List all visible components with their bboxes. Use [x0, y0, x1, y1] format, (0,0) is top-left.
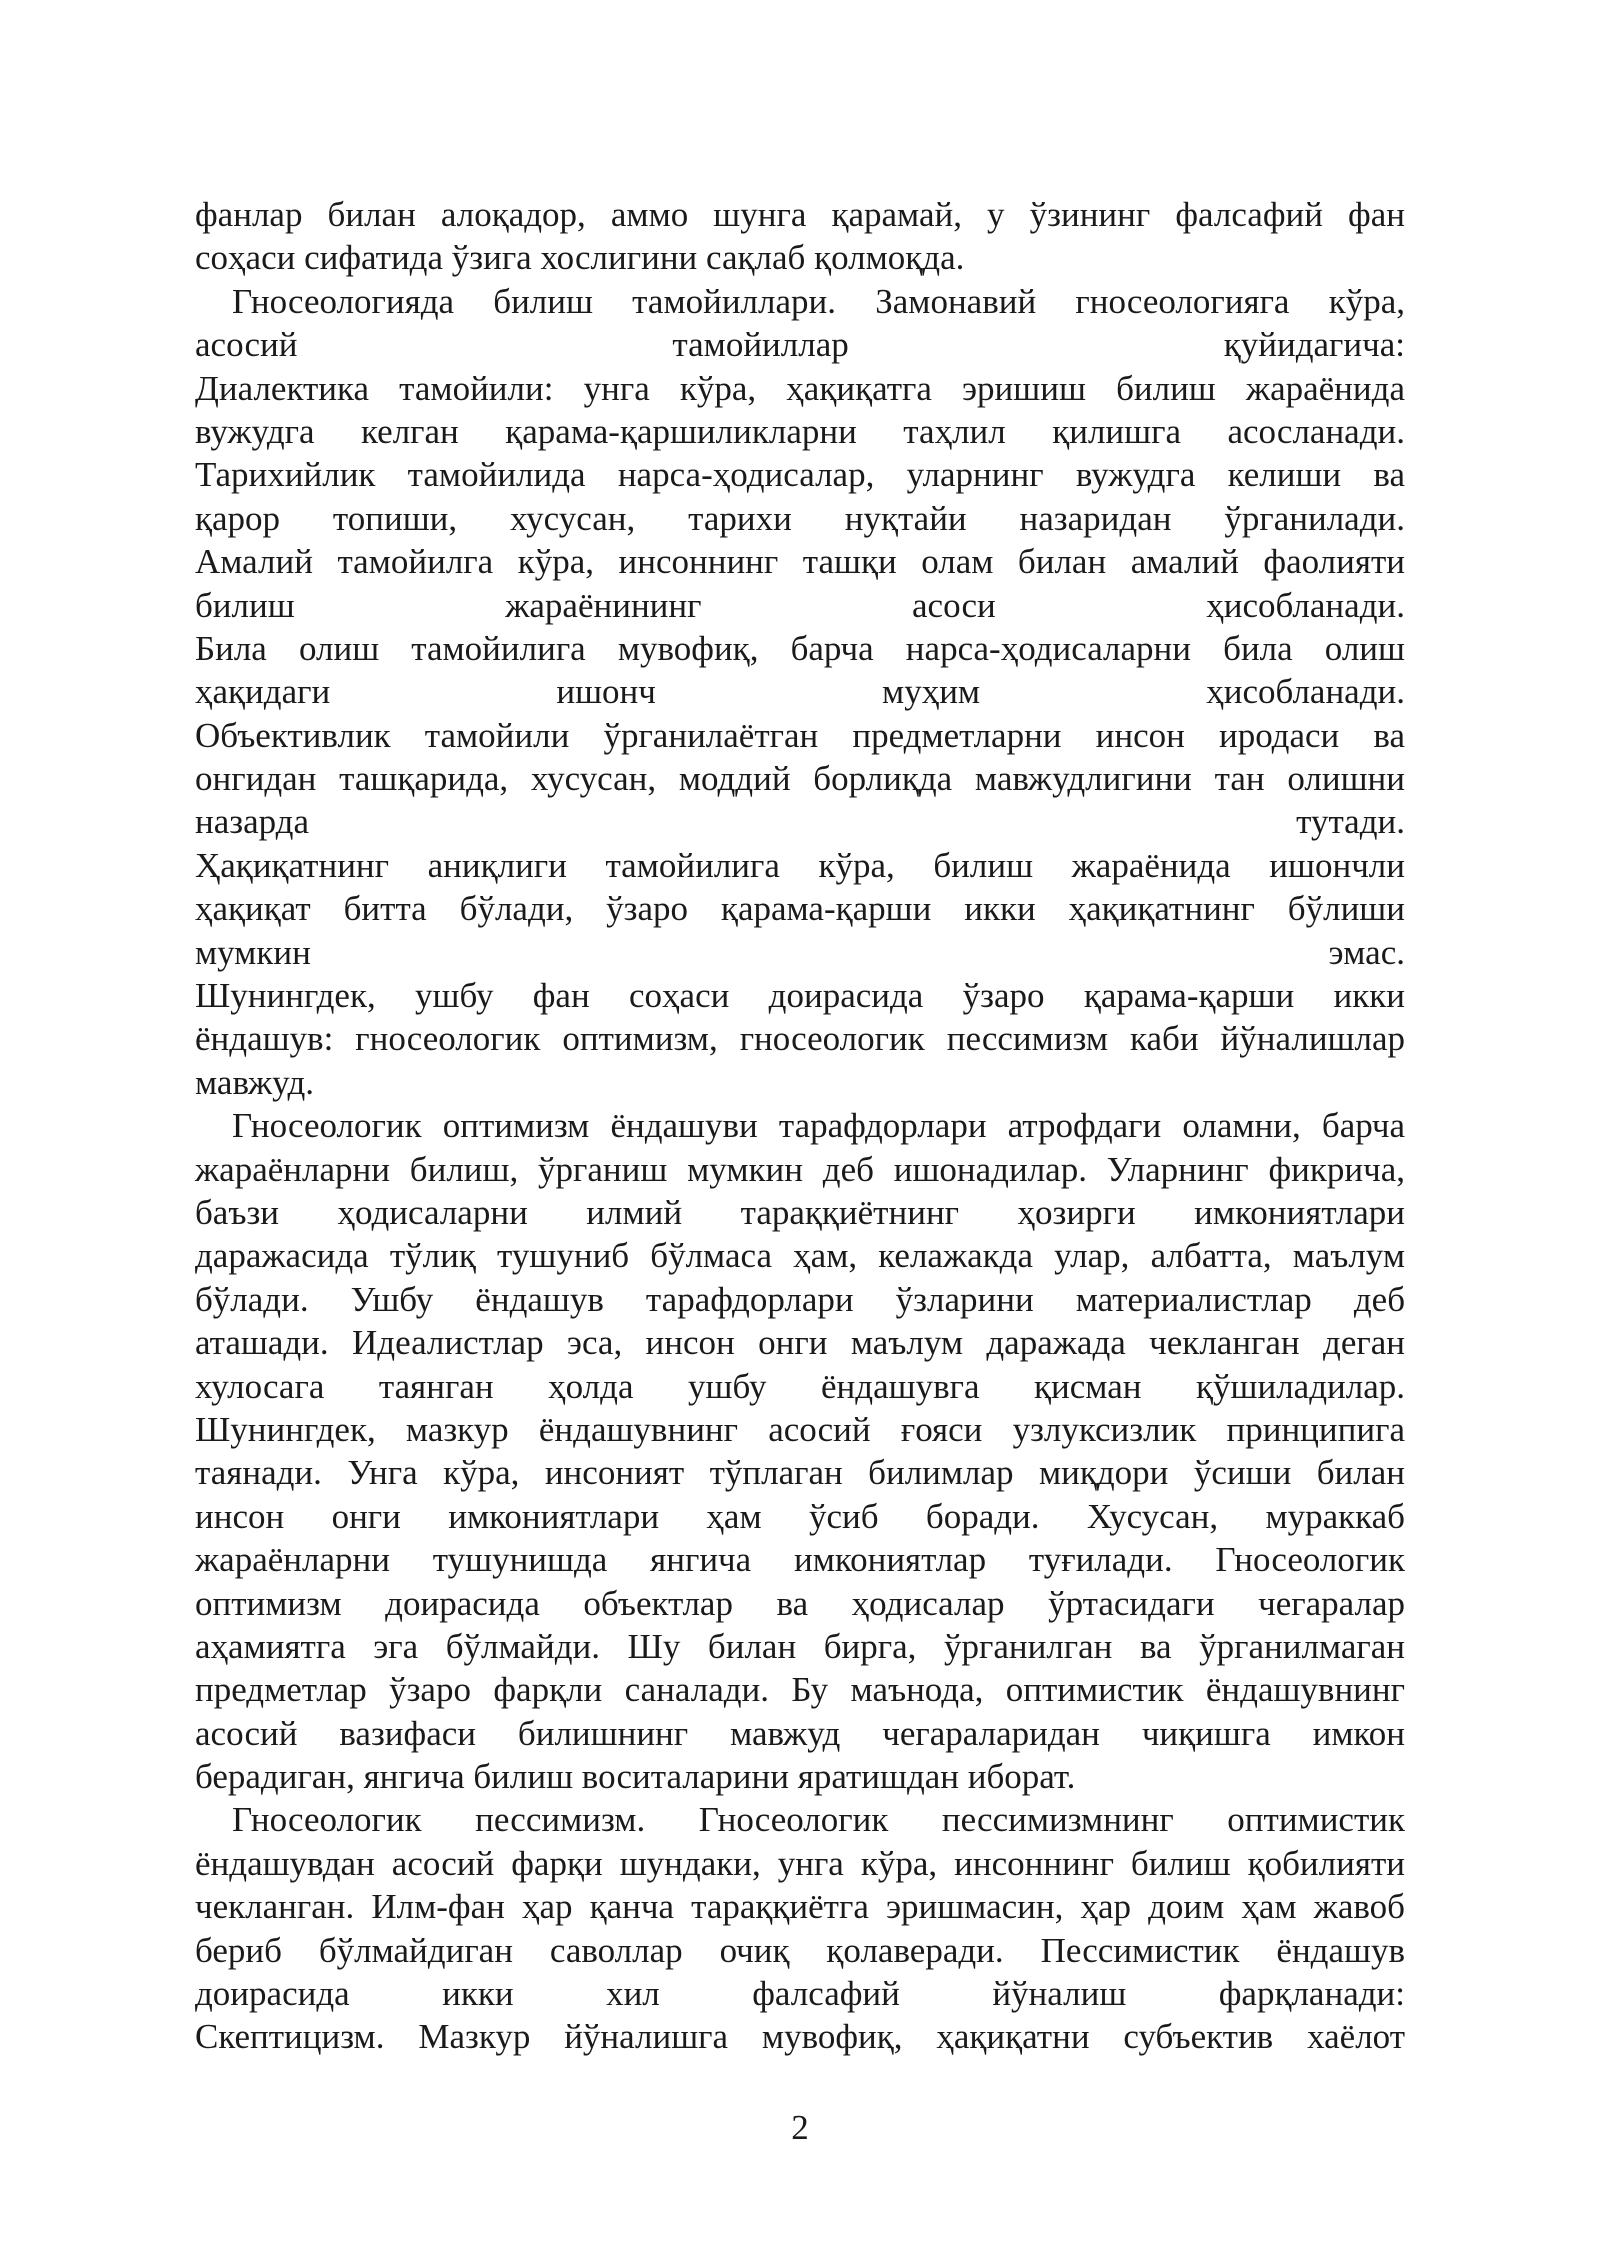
text-line: Диалектика тамойили: унга кўра, ҳақиқатга эришиш билиш жараёнида [195, 368, 1405, 408]
text-line: аҳамиятга эга бўлмайди. Шу билан бирга, ўрганилган ва ўрганилмаган [195, 1626, 1405, 1666]
text-line: асосий тамойиллар қуйидагича: [195, 325, 1405, 365]
text-line: жараёнларни билиш, ўрганиш мумкин деб ишонадилар. Уларнинг фикрича, [195, 1149, 1405, 1189]
text-line: доирасида икки хил фалсафий йўналиш фарқланади: [195, 1974, 1405, 2014]
text-line: Шунингдек, ушбу фан соҳаси доирасида ўзаро қарама-қарши икки [195, 976, 1405, 1016]
page-number: 2 [791, 2108, 809, 2147]
text-line: таянади. Унга кўра, инсоният тўплаган билимлар миқдори ўсиши билан [195, 1453, 1405, 1493]
text-line: предметлар ўзаро фарқли саналади. Бу маънода, оптимистик ёндашувнинг [195, 1670, 1405, 1710]
text-line: вужудга келган қарама-қаршиликларни таҳлил қилишга асосланади. [195, 411, 1405, 451]
text-line: назарда тутади. [195, 802, 1405, 842]
text-line: ёндашув: гносеологик оптимизм, гносеологик пессимизм каби йўналишлар [195, 1019, 1405, 1059]
text-line: онгидан ташқарида, хусусан, моддий борлиқда мавжудлигини тан олишни [195, 759, 1405, 799]
text-line: Объективлик тамойили ўрганилаётган предметларни инсон иродаси ва [195, 715, 1405, 755]
text-line: аташади. Идеалистлар эса, инсон онги маълум даражада чекланган деган [195, 1323, 1405, 1363]
text-line: соҳаси сифатида ўзига хослигини сақлаб қолмоқда. [195, 238, 965, 278]
text-line: баъзи ҳодисаларни илмий тараққиётнинг ҳозирги имкониятлари [195, 1192, 1405, 1232]
text-line: ёндашувдан асосий фарқи шундаки, унга кўра, инсоннинг билиш қобилияти [195, 1843, 1405, 1883]
text-line: Ҳақиқатнинг аниқлиги тамойилига кўра, билиш жараёнида ишончли [195, 845, 1405, 885]
text-line: даражасида тўлиқ тушуниб бўлмаса ҳам, келажакда улар, албатта, маълум [195, 1236, 1405, 1276]
text-line: фанлар билан алоқадор, аммо шунга қарамай, у ўзининг фалсафий фан [195, 195, 1405, 234]
text-line: берадиган, янгича билиш воситаларини яратишдан иборат. [195, 1757, 1076, 1797]
text-line: чекланган. Илм-фан ҳар қанча тараққиётга эришмасин, ҳар доим ҳам жавоб [195, 1887, 1405, 1927]
text-line: мавжуд. [195, 1062, 314, 1102]
text-line: Гносеологияда билиш тамойиллари. Замонавий гносеологияга кўра, [232, 281, 1405, 321]
text-line: Шунингдек, мазкур ёндашувнинг асосий ғояси узлуксизлик принципига [195, 1409, 1405, 1449]
body-text [195, 193, 1405, 2059]
text-line: мумкин эмас. [195, 932, 1405, 972]
text-line: жараёнларни тушунишда янгича имкониятлар туғилади. Гносеологик [195, 1540, 1405, 1580]
text-line: Амалий тамойилга кўра, инсоннинг ташқи олам билан амалий фаолияти [195, 542, 1405, 582]
text-line: бериб бўлмайдиган саволлар очиқ қолаверади. Пессимистик ёндашув [195, 1930, 1405, 1970]
text-line: Тарихийлик тамойилида нарса-ҳодисалар, уларнинг вужудга келиши ва [195, 455, 1405, 495]
text-line: Гносеологик пессимизм. Гносеологик пессимизмнинг оптимистик [232, 1800, 1405, 1840]
text-line: билиш жараёнининг асоси ҳисобланади. [195, 585, 1405, 625]
text-line: Гносеологик оптимизм ёндашуви тарафдорлари атрофдаги оламни, барча [232, 1106, 1405, 1146]
text-line: Скептицизм. Мазкур йўналишга мувофиқ, ҳақиқатни субъектив хаёлот [195, 2017, 1405, 2057]
text-line: бўлади. Ушбу ёндашув тарафдорлари ўзларини материалистлар деб [195, 1279, 1405, 1319]
text-line: ҳақидаги ишонч муҳим ҳисобланади. [195, 672, 1405, 712]
text-line: оптимизм доирасида объектлар ва ҳодисалар ўртасидаги чегаралар [195, 1583, 1405, 1623]
text-line: Била олиш тамойилига мувофиқ, барча нарса-ҳодисаларни била олиш [195, 628, 1405, 668]
text-line: хулосага таянган ҳолда ушбу ёндашувга қисман қўшиладилар. [195, 1366, 1405, 1406]
text-line: инсон онги имкониятлари ҳам ўсиб боради. Хусусан, мураккаб [195, 1496, 1405, 1536]
text-line: қарор топиши, хусусан, тарихи нуқтайи назаридан ўрганилади. [195, 498, 1405, 538]
text-line: асосий вазифаси билишнинг мавжуд чегараларидан чиқишга имкон [195, 1713, 1405, 1753]
text-line: ҳақиқат битта бўлади, ўзаро қарама-қарши икки ҳақиқатнинг бўлиши [195, 889, 1405, 929]
